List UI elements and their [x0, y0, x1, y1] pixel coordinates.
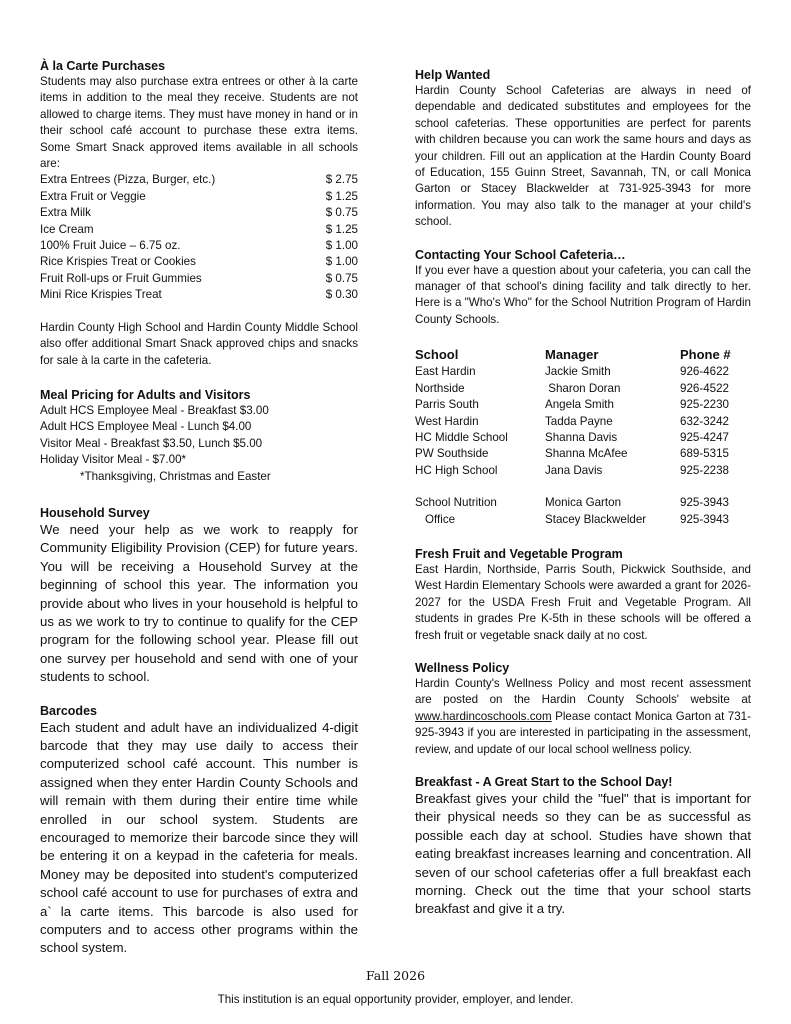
right-column: [415, 67, 751, 919]
price-row: [40, 238, 358, 254]
breakfast-body: Breakfast gives your child the "fuel" that is important for their physical needs so they can be as successful as possible each day at school. Studies have shown that eating breakfast increases learning and concentration. All seven of our school cafeterias offer a full breakfast each morning. Check out the time that your school starts breakfast and give it a try.: [415, 791, 751, 917]
help-wanted-heading: Help Wanted: [415, 68, 491, 82]
price-item-price: $ 0.75: [325, 206, 358, 220]
price-row: [40, 222, 358, 238]
column-header-manager: Manager: [545, 347, 599, 363]
school-cell: HC Middle School: [415, 430, 508, 444]
barcodes-body: Each student and adult have an individualized 4-digit barcode that they may use daily to access their computerized school café account. This number is assigned when they enter Hardin County Schools and will remain with them during their entire time while enrolled in our school system. Students are encouraged to memorize their barcode since they will be entering it on a keypad in the cafeteria for meals. Money may be deposited into student's computerized school café account to use for purchases of extra and a` la carte items. This barcode is also used for computers and to access other programs within the school system.: [40, 719, 358, 956]
phone-cell: 926-4622: [680, 365, 729, 379]
phone-cell: 925-2238: [680, 463, 729, 477]
help-wanted-section: [415, 67, 751, 231]
manager-cell: Jana Davis: [545, 463, 603, 477]
website-link[interactable]: www.hardincoschools.com: [415, 709, 552, 723]
price-item-price: $ 0.30: [325, 288, 358, 302]
manager-cell: Jackie Smith: [545, 365, 611, 379]
breakfast-heading: Breakfast - A Great Start to the School Day!: [415, 775, 673, 789]
school-cell: School Nutrition: [415, 496, 497, 510]
school-cell: PW Southside: [415, 447, 489, 461]
wellness-section: [415, 660, 751, 758]
season-label: Fall 2026: [365, 968, 426, 983]
a-la-carte-section: [40, 58, 358, 369]
table-row: [415, 414, 751, 430]
meal-price-line: Adult HCS Employee Meal - Lunch $4.00: [40, 420, 252, 434]
phone-cell: 925-3943: [680, 496, 729, 510]
meal-pricing-section: [40, 387, 358, 485]
wellness-heading: Wellness Policy: [415, 660, 510, 675]
price-item-name: Ice Cream: [40, 222, 94, 236]
school-cell: Northside: [415, 381, 465, 395]
price-item-price: $ 1.00: [325, 255, 358, 269]
price-item-price: $ 1.25: [325, 222, 358, 236]
table-row: [415, 512, 751, 528]
left-column: [40, 58, 358, 958]
manager-cell: Tadda Payne: [545, 414, 613, 428]
price-item-price: $ 0.75: [325, 271, 358, 285]
meal-price-line: Visitor Meal - Breakfast $3.50, Lunch $5.00: [40, 436, 263, 450]
price-row: [40, 189, 358, 205]
price-item-name: 100% Fruit Juice – 6.75 oz.: [40, 239, 181, 253]
help-wanted-body: Hardin County School Cafeterias are always in need of dependable and dedicated substitutes and employees for the school cafeterias. These opportunities are perfect for parents with children because you can work the same hours and days as your children. Fill out an application at the Hardin County Board of Education, 155 Guinn Street, Savannah, TN, or call Monica Garton or Stacey Blackwelder at 731-925-3943 for more information. You may also talk to the manager at your child's school.: [415, 84, 751, 229]
price-item-name: Extra Entrees (Pizza, Burger, etc.): [40, 173, 216, 187]
manager-cell: Shanna McAfee: [545, 447, 628, 461]
phone-cell: 925-2230: [680, 398, 729, 412]
school-cell: Parris South: [415, 398, 479, 412]
table-row: [415, 446, 751, 462]
price-item-name: Extra Milk: [40, 206, 91, 220]
wellness-body-end: Please contact Monica Garton at 731-925-3943 if you are interested in participating in the assessment, review, and update of our local school wellness policy.: [415, 709, 751, 756]
breakfast-section: [415, 774, 751, 919]
household-survey-heading: Household Survey: [40, 505, 150, 520]
barcodes-section: [40, 703, 358, 958]
price-item-name: Rice Krispies Treat or Cookies: [40, 255, 196, 269]
contacting-section: [415, 247, 751, 528]
fresh-fruit-body: East Hardin, Northside, Parris South, Pickwick Southside, and West Hardin Elementary Schools were awarded a grant for 2026-2027 for the USDA Fresh Fruit and Vegetable Program. All students in grades Pre K-5th in these schools will be offered a fresh fruit or vegetable snack daily at no cost.: [415, 562, 751, 642]
school-cell: East Hardin: [415, 365, 476, 379]
price-row: [40, 172, 358, 188]
price-row: [40, 271, 358, 287]
a-la-carte-intro: Students may also purchase extra entrees or other à la carte items in addition to the meal they receive. Students are not allowed to charge items. They must have money in hand or in their school café account to purchase these extra items. Some Smart Snack approved items available in all schools are:: [40, 75, 358, 171]
meal-price-line: Holiday Visitor Meal - $7.00*: [40, 453, 187, 467]
table-row: [415, 430, 751, 446]
phone-cell: 689-5315: [680, 447, 729, 461]
manager-cell: Angela Smith: [545, 398, 614, 412]
school-cell: Office: [425, 512, 456, 526]
meal-pricing-heading: Meal Pricing for Adults and Visitors: [40, 387, 251, 402]
price-item-price: $ 1.25: [322, 189, 358, 203]
meal-price-footnote: *Thanksgiving, Christmas and Easter: [80, 469, 271, 483]
price-item-name: Fruit Roll-ups or Fruit Gummies: [40, 271, 202, 285]
wellness-body-start: Hardin County's Wellness Policy and most recent assessment are posted on the Hardin County Schools' website at: [415, 676, 751, 707]
household-survey-body: We need your help as we work to reapply for Community Eligibility Provision (CEP) for future years. You will be receiving a Household Survey at the beginning of school this year. The information you provide about who lives in your household is helpful to us as we work to try to continue to qualify for the CEP program for the following school year. Please fill out one survey per household and send with one of your students to school.: [40, 521, 358, 685]
manager-cell: Sharon Doran: [545, 381, 621, 395]
barcodes-heading: Barcodes: [40, 703, 97, 718]
manager-cell: Monica Garton: [545, 496, 622, 510]
phone-cell: 926-4522: [680, 381, 729, 395]
meal-pricing-lines: [40, 403, 358, 485]
phone-cell: 925-3943: [680, 512, 729, 526]
nondiscrimination-statement: This institution is an equal opportunity provider, employer, and lender.: [217, 993, 574, 1006]
price-row: [40, 254, 358, 270]
fresh-fruit-section: [415, 546, 751, 644]
a-la-carte-heading: À la Carte Purchases: [40, 59, 166, 73]
school-cell: West Hardin: [415, 414, 479, 428]
table-header-row: [415, 346, 751, 364]
table-row: [415, 364, 751, 380]
manager-cell: Stacey Blackwelder: [545, 512, 647, 526]
table-row: [415, 495, 751, 511]
table-row: [415, 463, 751, 479]
price-row: [40, 205, 358, 221]
price-item-name: Mini Rice Krispies Treat: [40, 288, 162, 302]
school-cell: HC High School: [415, 463, 498, 477]
a-la-carte-note: Hardin County High School and Hardin County Middle School also offer additional Smart Snack approved chips and snacks for sale à la carte in the cafeteria.: [40, 320, 358, 367]
table-row: [415, 397, 751, 413]
staff-directory-table: [415, 346, 751, 528]
price-item-price: $ 2.75: [325, 173, 358, 187]
price-item-price: $ 1.00: [325, 239, 358, 253]
household-survey-section: [40, 505, 358, 687]
fresh-fruit-heading: Fresh Fruit and Vegetable Program: [415, 546, 623, 561]
phone-cell: 632-3242: [680, 414, 729, 428]
phone-cell: 925-4247: [680, 430, 729, 444]
a-la-carte-price-list: [40, 172, 358, 303]
contacting-body: If you ever have a question about your cafeteria, you can call the manager of that school's dining facility and talk directly to her. Here is a "Who's Who" for the School Nutrition Program of Hardin County Schools.: [415, 263, 751, 326]
contacting-heading: Contacting Your School Cafeteria…: [415, 247, 626, 262]
manager-cell: Shanna Davis: [545, 430, 618, 444]
column-header-phone: Phone #: [680, 347, 731, 363]
wellness-body: [415, 676, 751, 758]
table-row: [415, 381, 751, 397]
column-header-school: School: [415, 347, 459, 363]
meal-price-line: Adult HCS Employee Meal - Breakfast $3.00: [40, 403, 269, 417]
price-row: [40, 287, 358, 303]
price-item-name: Extra Fruit or Veggie: [40, 189, 146, 203]
